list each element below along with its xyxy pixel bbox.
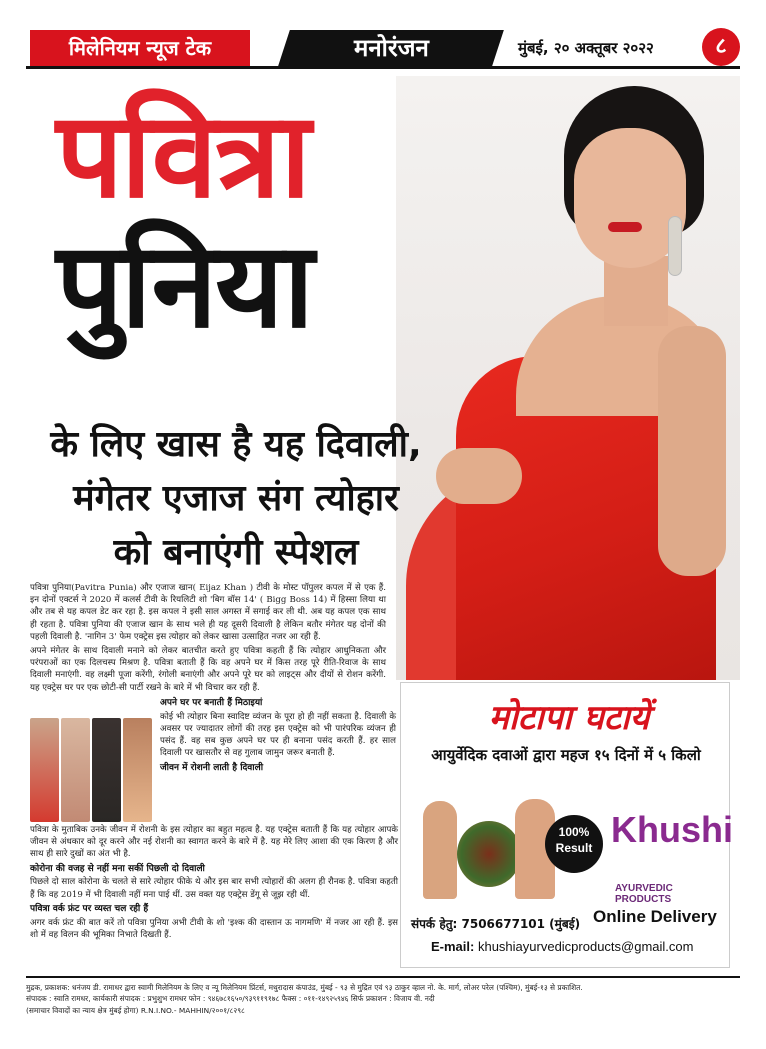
badge-percent: 100% bbox=[558, 825, 590, 839]
ad-subtitle: आयुर्वेदिक दवाओं द्वारा महज १५ दिनों में ५ किलो bbox=[431, 746, 701, 764]
newspaper-brand: मिलेनियम न्यूज टेक bbox=[30, 30, 250, 66]
footer-line: संपादक : स्वाति रामधर, कार्यकारी संपादक : प्रभुशुभ रामधर फोन : ९४६७८१६५०/९३९११९१७८ फैक्स : ०११-१४९२५९४६ सिर्फ प्रकाशन : विजाय वी. नदी bbox=[26, 994, 435, 1004]
subheadline bbox=[26, 418, 446, 580]
article-paragraph: कोई भी त्योहार बिना स्वादिष्ट व्यंजन के पूरा हो ही नहीं सकता है. दिवाली के अवसर पर ज्यादातर लोगों की तरह इस एक्ट्रेस को भी पारंपरिक व्यंजन ही पसंद हैं. वह सब कुछ अपने घर पर ही बनाना पसंद करती हैं. हर साल दिवाली पर खासतौर से वह गुलाब जामुन जरूर बनाती हैं. bbox=[160, 711, 396, 759]
email-label: E-mail: bbox=[431, 939, 475, 954]
inline-photo bbox=[61, 718, 90, 822]
header-divider bbox=[26, 66, 740, 69]
contact-number: संपर्क हेतु: 7506677101 (मुंबई) bbox=[411, 917, 581, 931]
advertisement bbox=[400, 682, 733, 968]
article-paragraph: पवित्रा पुनिया(Pavitra Punia) और एजाज खान( Eijaz Khan ) टीवी के मोस्ट पॉपुलर कपल में से एक हैं. इन दोनों एक्टर्स ने 2020 में कलर्स टीवी के रियलिटी शो 'बिग बॉस 14' ( Bigg Boss 14) में हिस्सा लिया था और तब से यह कपल डेट कर रहा है. इस कपल ने इसी साल अगस्त में सगाई कर ली थी. अब यह कपल एक साथ ही रहता है. पवित्रा पुनिया की एजाज खान के साथ भले ही यह दूसरी दिवाली है लेकिन बतौर मंगेतर यह दोनों की पहली दिवाली है. 'नागिन 3' फेम एक्ट्रेस इस त्योहार को लेकर खासा उत्साहित नजर आ रही हैं. bbox=[30, 583, 386, 642]
inline-photo bbox=[123, 718, 152, 822]
section-heading: अपने घर पर बनाती हैं मिठाइयां bbox=[160, 698, 263, 708]
khushi-tagline: AYURVEDIC PRODUCTS bbox=[615, 883, 673, 905]
online-delivery: Online Delivery bbox=[593, 907, 717, 926]
inline-photo-strip bbox=[30, 718, 152, 822]
section-heading: कोरोना की वजह से नहीं मना सकीं पिछली दो दिवाली bbox=[30, 863, 205, 874]
subhead-line-1: के लिए खास है यह दिवाली, bbox=[50, 424, 422, 465]
footer-line: (समाचार विवादों का न्याय क्षेत्र मुंबई होगा) R.N.I.NO.- MAHHIN/२००१/८२९८ bbox=[26, 1005, 245, 1015]
article-paragraph: अपने मंगेतर के साथ दिवाली मनाने को लेकर बातचीत करते हुए पवित्रा कहती हैं कि त्योहार आधुनिकता और परंपराओं का एक दिलचस्प मिश्रण है. पवित्रा बताती हैं कि वह अपने घर में किस तरह पूरे रीति-रिवाज के साथ दिवाली मनाएंगी. वह लक्ष्मी पूजा करेंगी, रंगोली बनाएंगी और अपने पूरे घर को लाइट्स और दीयों से रोशन करेंगी. यह एक्ट्रेस घर पर एक छोटी-सी पार्टी रखने के बारे में भी विचार कर रही हैं. bbox=[30, 646, 386, 693]
ad-title: मोटापा घटायें bbox=[488, 698, 650, 738]
khushi-logo: Khushi bbox=[611, 809, 733, 850]
subhead-line-2: मंगेतर एजाज संग त्योहार bbox=[73, 478, 399, 519]
right-arm bbox=[658, 326, 726, 576]
herbs-image bbox=[457, 821, 521, 887]
inline-photo bbox=[30, 718, 59, 822]
article-body bbox=[30, 582, 398, 696]
section-label bbox=[278, 30, 504, 66]
lips bbox=[608, 222, 642, 232]
headline-name-first: पवित्रा bbox=[56, 86, 309, 224]
actress-photo bbox=[396, 76, 740, 680]
contact-email bbox=[431, 939, 693, 954]
section-heading: जीवन में रोशनी लाती है दिवाली bbox=[160, 762, 264, 773]
section-heading: पवित्रा वर्क फ्रंट पर व्यस्त चल रही हैं bbox=[30, 903, 149, 914]
article-lower bbox=[30, 824, 398, 943]
earring bbox=[668, 216, 682, 276]
article-paragraph: पवित्रा के मुताबिक उनके जीवन में रोशनी के इस त्योहार का बहुत महत्व है. यह एक्ट्रेस बताती हैं कि यह त्योहार आपके जीवन से अंधकार को दूर करने और नई रोशनी का स्वागत करने के बारे में है. यह मेरे लिए आशा की एक किरण है और साथ ही सारे दुखों का अंत भी है. bbox=[30, 825, 398, 860]
article-column bbox=[160, 696, 396, 775]
email-address: khushiayurvedicproducts@gmail.com bbox=[477, 939, 694, 954]
footer-line: मुद्रक, प्रकाशक: धनंजय डी. रामाधर द्वारा स्वामी मिलेनियम के लिए व न्यू मिलेनियम प्रिंटर्स, मथुरादास कंपाउंड, मुंबई - ९३ से मुद्रित एवं ९३ ठाकुर व्हाल नो. के. मार्ग, लोअर परेल (पश्चिम), मुंबई-१३ से प्रकाशित. bbox=[26, 983, 583, 992]
result-badge bbox=[545, 815, 603, 873]
section-label-text: मनोरंजन bbox=[353, 34, 429, 62]
inline-photo bbox=[92, 718, 121, 822]
headline-name-last: पुनिया bbox=[56, 216, 313, 354]
article-paragraph: अगर वर्क फ्रंट की बात करें तो पवित्रा पुनिया अभी टीवी के शो 'इश्क की दास्तान ऊ नागमणि' में नजर आ रही हैं. इस शो में वह विलन की भूमिका निभाते दिखती हैं. bbox=[30, 917, 398, 940]
imprint-footer bbox=[26, 976, 740, 1016]
masthead bbox=[26, 26, 740, 70]
issue-date: मुंबई, २० अक्तूबर २०२२ bbox=[518, 39, 654, 57]
badge-text: Result bbox=[555, 840, 593, 855]
clasped-hands bbox=[436, 448, 522, 504]
woman-figure bbox=[423, 801, 457, 899]
page-number: ८ bbox=[702, 28, 740, 66]
article-paragraph: पिछले दो साल कोरोना के चलते से सारे त्योहार फीके थे और इस बार सभी त्योहारों की अलग ही रौनक है. पवित्रा कहती हैं कि वह 2019 में भी दिवाली नहीं मना पाई थीं. उस वक्त यह एक्ट्रेस डेंगू से जूझ रही थीं. bbox=[30, 877, 398, 900]
ad-illustration bbox=[415, 797, 555, 901]
subhead-line-3: को बनाएंगी स्पेशल bbox=[113, 532, 359, 573]
